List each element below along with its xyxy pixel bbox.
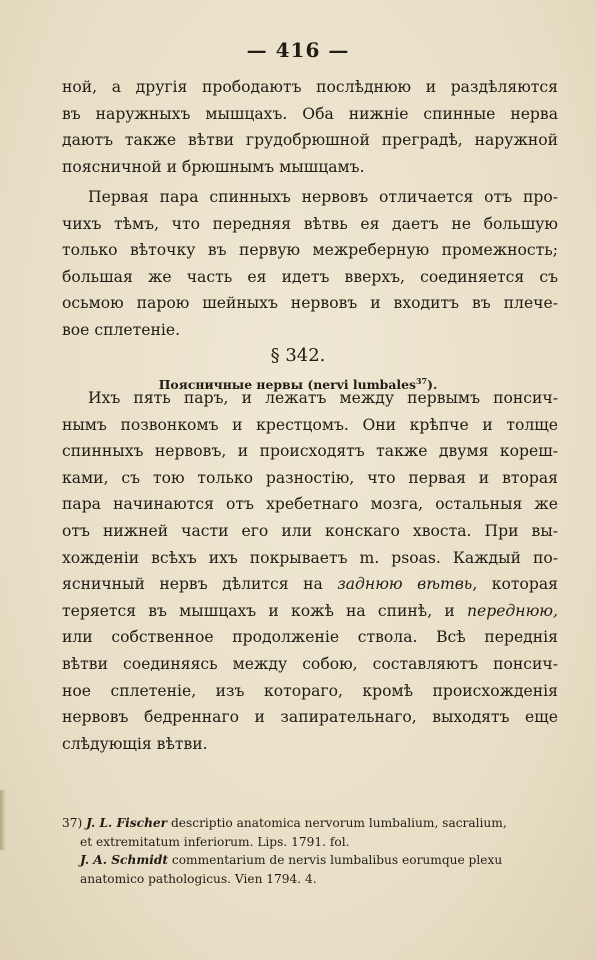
section-heading-end: ). [427,377,438,393]
footnotes [62,814,562,888]
footnote-line [62,814,562,833]
text-line: только вѣточку въ первую межреберную промежность; [62,241,558,260]
section-number: § 342. [270,345,326,366]
text-line: даютъ также вѣтви грудобрюшной преградѣ, наружной [62,131,558,150]
page-edge-mark [0,790,6,850]
italic-term-anterior-branch: переднюю, [466,601,558,620]
text-segment: ясничный нервъ дѣлится на [62,575,323,594]
text-line: осьмою парою шейныхъ нервовъ и входитъ въ плече- [62,294,558,313]
text-line: ками, съ тою только разностію, что первая и вторая [62,468,558,487]
text-line: вое сплетеніе. [62,320,181,339]
footnote-text: descriptio anatomica nervorum lumbalium, sacralium, [170,816,507,830]
footnote-ref: 37 [415,376,428,386]
text-segment: , которая [472,575,558,594]
text-line: Ихъ пять паръ, и лежатъ между первымъ понсич- [88,389,558,407]
text-line: или собственное продолженіе ствола. Всѣ переднія [62,628,558,647]
text-line: въ наружныхъ мышцахъ. Оба нижніе спинные нерва [62,104,558,123]
footnote-line: et extremitatum inferiorum. Lips. 1791. fol. [80,834,350,849]
text-line: Первая пара спинныхъ нервовъ отличается отъ про- [88,188,558,206]
text-line: поясничной и брюшнымъ мышцамъ. [62,157,365,176]
footnote-author: J. A. Schmidt [80,853,169,868]
text-line: чихъ тѣмъ, что передняя вѣтвь ея даетъ не большую [62,214,558,233]
text-segment: теряется въ мышцахъ и кожѣ на спинѣ, и [62,601,455,620]
text-line-mixed [62,571,558,598]
section-heading-text: Поясничные нервы (nervi lumbales [158,377,416,393]
paragraph-first-pair [62,184,558,344]
text-line: нервовъ бедреннаго и запирательнаго, выходятъ еще [62,708,558,727]
text-line: ное сплетеніе, изъ котораго, кромѣ происхожденія [62,681,558,700]
text-line: вѣтви соединяясь между собою, составляютъ понсич- [62,654,558,673]
text-line: слѣдующія вѣтви. [62,734,208,753]
text-line: пара начинаются отъ хребетнаго мозга, остальныя же [62,495,558,514]
footnote-line: anatomico pathologicus. Vien 1794. 4. [80,871,317,886]
footnote-author: J. L. Fischer [86,816,168,830]
page-number: — 416 — [246,38,350,62]
paragraph-lumbar-nerves [62,385,558,757]
footnote-line [62,851,562,870]
text-line: отъ нижней части его или конскаго хвоста. При вы- [62,521,558,540]
text-line: нымъ позвонкомъ и крестцомъ. Они крѣпче и толще [62,415,558,434]
footnote-text: commentarium de nervis lumbalibus eorumque plexu [171,853,503,868]
footnote-marker: 37) [62,816,83,830]
text-line-mixed [62,598,558,625]
text-line: большая же часть ея идетъ вверхъ, соединяется съ [62,267,558,286]
text-line: хожденіи всѣхъ ихъ покрываетъ m. psoas. Каждый по- [62,548,558,567]
paragraph-continuation [62,74,558,180]
text-line: спинныхъ нервовъ, и происходятъ также двумя кореш- [62,442,558,461]
italic-term-posterior-branch: заднюю вѣтвь [337,575,473,594]
text-line: ной, а другія прободаютъ послѣднюю и раздѣляются [62,78,558,96]
